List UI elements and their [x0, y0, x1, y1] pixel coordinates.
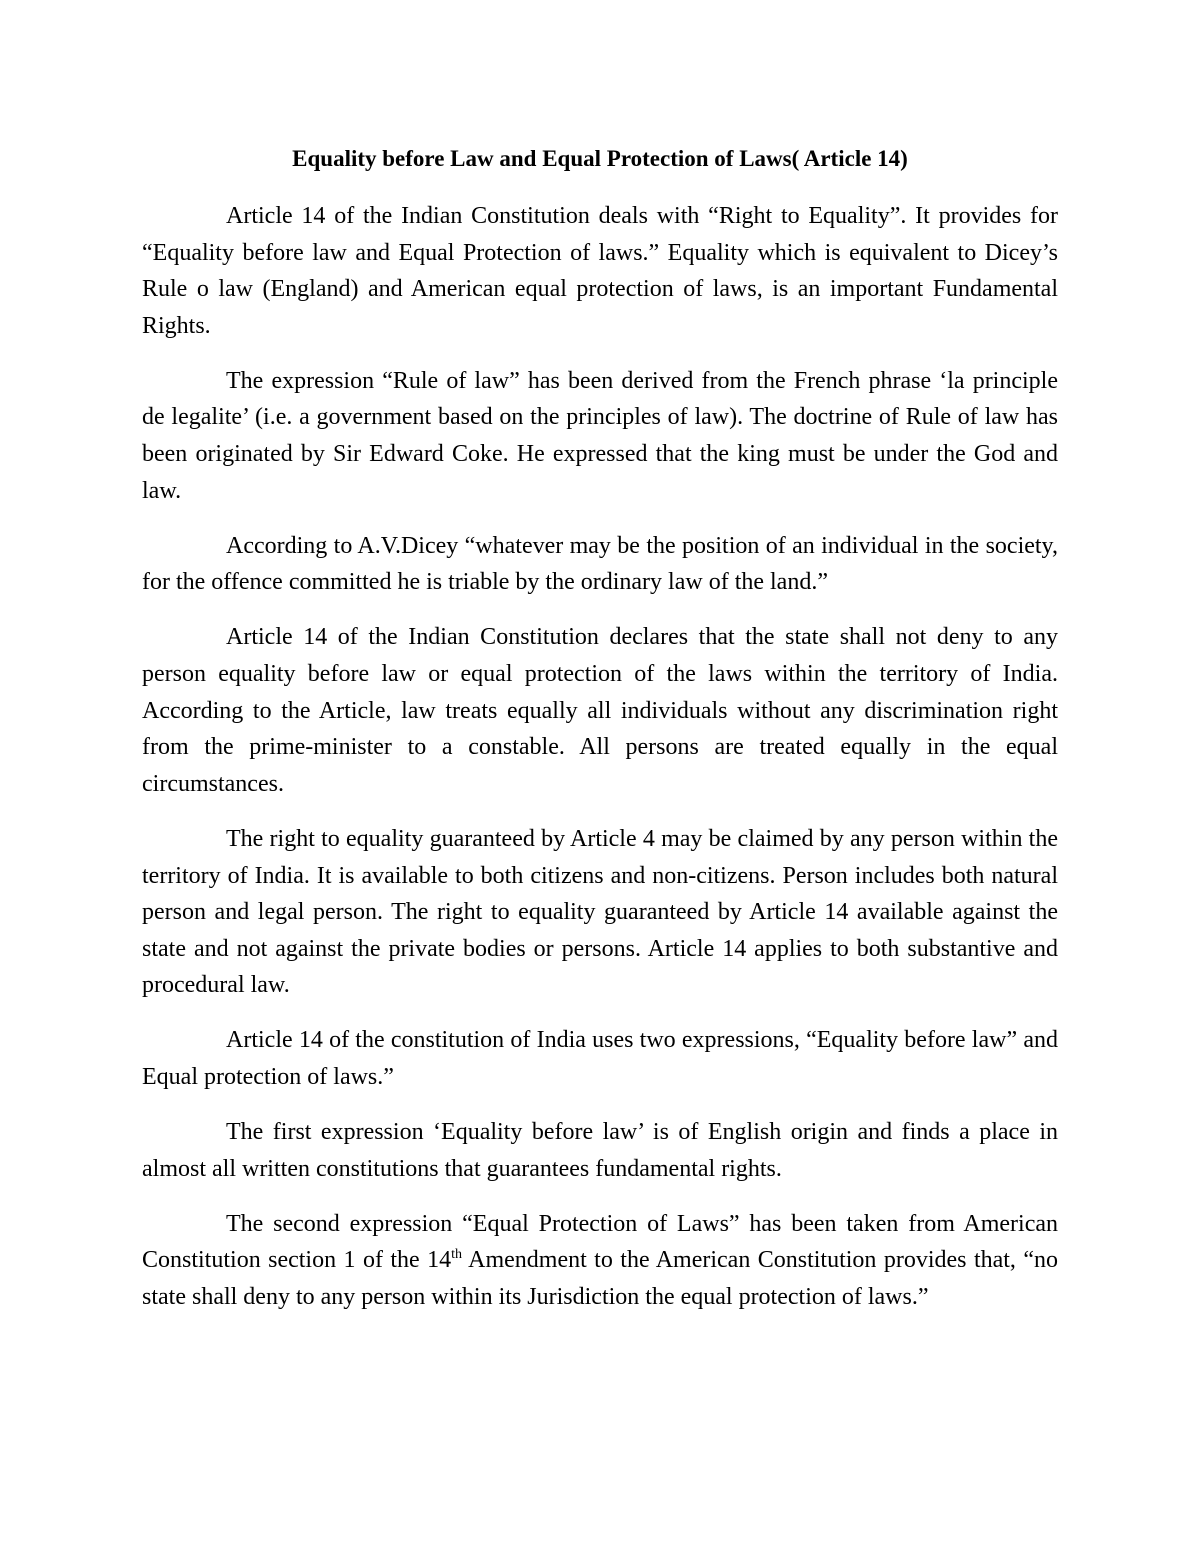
paragraph-8-text-end: Amendment to the American Constitution provides that, “no state shall deny to any person within its Jurisdiction the equal protection of laws.”: [142, 1247, 1059, 1310]
ordinal-superscript: th: [451, 1247, 463, 1263]
paragraph-2: The expression “Rule of law” has been derived from the French phrase ‘la principle de legalite’ (i.e. a government based on the principles of law). The doctrine of Rule of law has been originated by Sir Edward Coke. He expressed that the king must be under the God and law.: [142, 367, 1058, 504]
paragraph-6: Article 14 of the constitution of India uses two expressions, “Equality before law” and Equal protection of laws.”: [142, 1027, 1058, 1090]
paragraph-3: According to A.V.Dicey “whatever may be the position of an individual in the society, for the offence committed he is triable by the ordinary law of the land.”: [142, 532, 1058, 596]
document-page: [142, 140, 1058, 1334]
document-title: Equality before Law and Equal Protection of Laws( Article 14): [292, 146, 908, 171]
paragraph-8-text-start: The second expression “Equal Protection of Laws” has been taken from American Constitution section 1 of the 14: [142, 1210, 1058, 1274]
paragraph-7: The first expression ‘Equality before law’ is of English origin and finds a place in almost all written constitutions that guarantees fundamental rights.: [142, 1119, 1058, 1182]
paragraph-8: [142, 1206, 1058, 1316]
paragraph-5: The right to equality guaranteed by Article 4 may be claimed by any person within the territory of India. It is available to both citizens and non-citizens. Person includes both natural person and legal person. The right to equality guaranteed by Article 14 available against the state and not against the private bodies or persons. Article 14 applies to both substantive and procedural law.: [142, 825, 1058, 999]
paragraph-4: Article 14 of the Indian Constitution declares that the state shall not deny to any person equality before law or equal protection of the laws within the territory of India. According to the Article, law treats equally all individuals without any discrimination right from the prime-minister to a constable. All persons are treated equally in the equal circumstances.: [142, 624, 1058, 797]
paragraph-1: Article 14 of the Indian Constitution deals with “Right to Equality”. It provides for “Equality before law and Equal Protection of laws.” Equality which is equivalent to Dicey’s Rule o law (England) and American equal protection of laws, is an important Fundamental Rights.: [142, 203, 1058, 339]
